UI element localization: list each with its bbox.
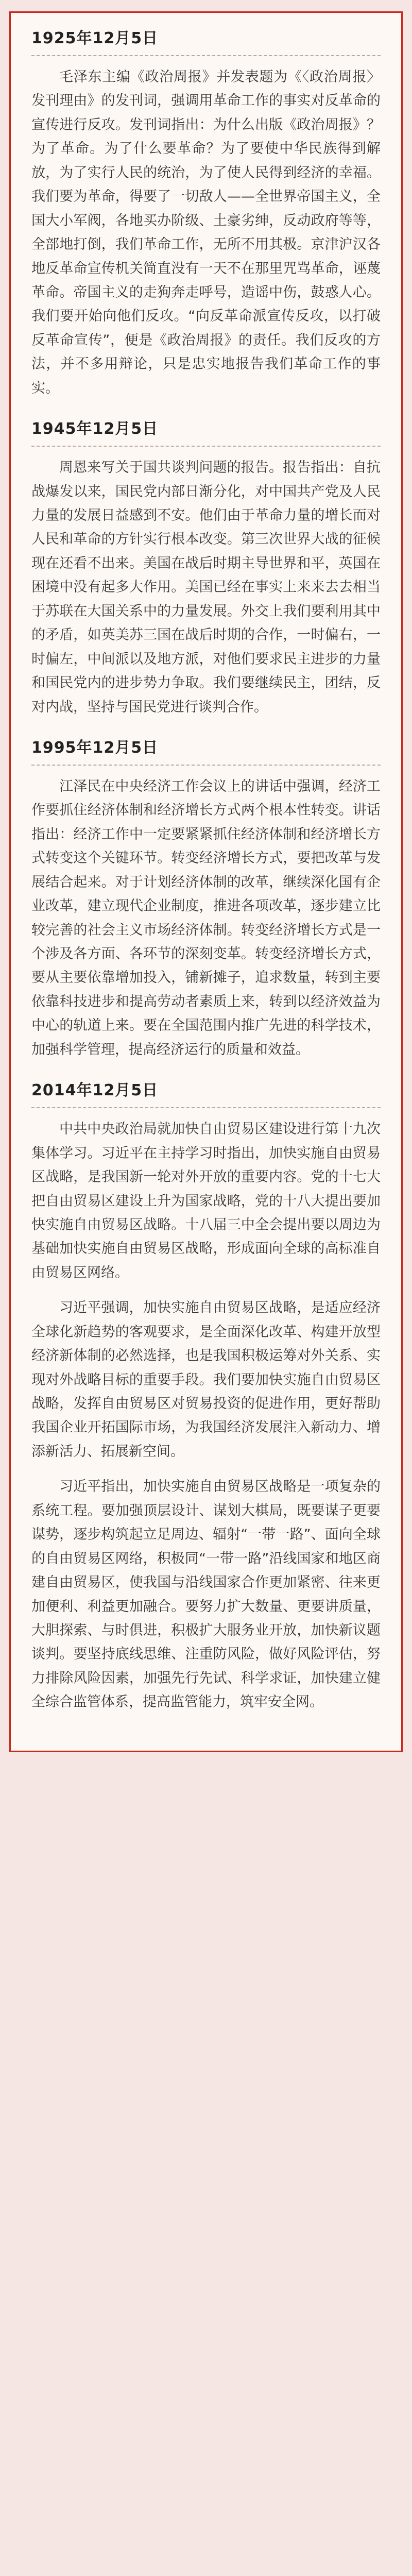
section-date: 1925年12月5日 [31, 25, 381, 56]
section-1925 [31, 25, 381, 400]
section-paragraph: 周恩来写关于国共谈判问题的报告。报告指出：自抗战爆发以来，国民党内部日渐分化，对中国共产党及人民力量的发展日益感到不安。他们由于革命力量的增长而对人民和革命的方针实行根本改变。第三次世界大战的征候现在还看不出来。美国在战后时期主导世界和平，英国在困境中没有起多大作用。美国已经在事实上来来去去相当于苏联在大国关系中的力量发展。外交上我们要利用其中的矛盾，如英美苏三国在战后时期的合作，一时偏右，一时偏左，中间派以及地方派，对他们要求民主进步的力量和国民党内的进步势力争取。我们要继续民主，团结，反对内战，坚持与国民党进行谈判合作。 [31, 460, 381, 715]
section-paragraph: 毛泽东主编《政治周报》并发表题为《〈政治周报〉发刊理由》的发刊词，强调用革命工作的事实对反革命的宣传进行反攻。发刊词指出：为什么出版《政治周报》？为了革命。为了什么要革命？为了要使中华民族得到解放，为了实行人民的统治，为了使人民得到经济的幸福。我们要为革命，得要了一切敌人——全世界帝国主义，全国大小军阀，各地买办阶级、土豪劣绅，反动政府等等，全部地打倒，我们革命工作，无所不用其极。京津沪汉各地反革命宣传机关简直没有一天不在那里咒骂革命，诬蔑革命。帝国主义的走狗奔走呼号，造谣中伤，鼓惑人心。我们要开始向他们反攻。“向反革命派宣传反攻，以打破反革命宣传”，便是《政治周报》的责任。我们反攻的方法，并不多用辩论，只是忠实地报告我们革命工作的事实。 [31, 69, 381, 396]
section-date: 2014年12月5日 [31, 1077, 381, 1108]
section-paragraph: 习近平强调，加快实施自由贸易区战略，是适应经济全球化新趋势的客观要求，是全面深化改革、构建开放型经济新体制的必然选择，也是我国积极运筹对外关系、实现对外战略目标的重要手段。我们要加快实施自由贸易区战略，发挥自由贸易区对贸易投资的促进作用，更好帮助我国企业开拓国际市场，为我国经济发展注入新动力、增添新活力、拓展新空间。 [31, 1300, 381, 1460]
section-1995 [31, 735, 381, 1062]
section-date: 1945年12月5日 [31, 416, 381, 447]
section-paragraph: 中共中央政治局就加快自由贸易区建设进行第十九次集体学习。习近平在主持学习时指出，加快实施自由贸易区战略，是我国新一轮对外开放的重要内容。党的十七大把自由贸易区建设上升为国家战略，党的十八大提出要加快实施自由贸易区战略。十八届三中全会提出要以周边为基础加快实施自由贸易区战略，形成面向全球的高标准自由贸易区网络。 [31, 1121, 381, 1281]
section-paragraph: 江泽民在中央经济工作会议上的讲话中强调，经济工作要抓住经济体制和经济增长方式两个根本性转变。讲话指出：经济工作中一定要紧紧抓住经济体制和经济增长方式转变这个关键环节。转变经济增长方式，要把改革与发展结合起来。对于计划经济体制的改革，继续深化国有企业改革，建立现代企业制度，推进各项改革，逐步建立比较完善的社会主义市场经济体制。转变经济增长方式是一个涉及各方面、各环节的深刻变革。转变经济增长方式，要从主要依靠增加投入，铺新摊子，追求数量，转到主要依靠科技进步和提高劳动者素质上来，转到以经济效益为中心的轨道上来。要在全国范围内推广先进的科学技术，加强科学管理，提高经济运行的质量和效益。 [31, 778, 381, 1058]
section-date: 1995年12月5日 [31, 735, 381, 766]
section-paragraph: 习近平指出，加快实施自由贸易区战略是一项复杂的系统工程。要加强顶层设计、谋划大棋局，既要谋子更要谋势，逐步构筑起立足周边、辐射“一带一路”、面向全球的自由贸易区网络，积极同“一带一路”沿线国家和地区商建自由贸易区，使我国与沿线国家合作更加紧密、往来更加便利、利益更加融合。要努力扩大数量、更要讲质量，大胆探索、与时俱进，积极扩大服务业开放，加快新议题谈判。要坚持底线思维、注重防风险，做好风险评估，努力排除风险因素，加强先行先试、科学求证，加快建立健全综合监管体系，提高监管能力，筑牢安全网。 [31, 1479, 381, 1710]
content-card [9, 11, 403, 1752]
section-1945 [31, 416, 381, 719]
section-2014 [31, 1077, 381, 1715]
